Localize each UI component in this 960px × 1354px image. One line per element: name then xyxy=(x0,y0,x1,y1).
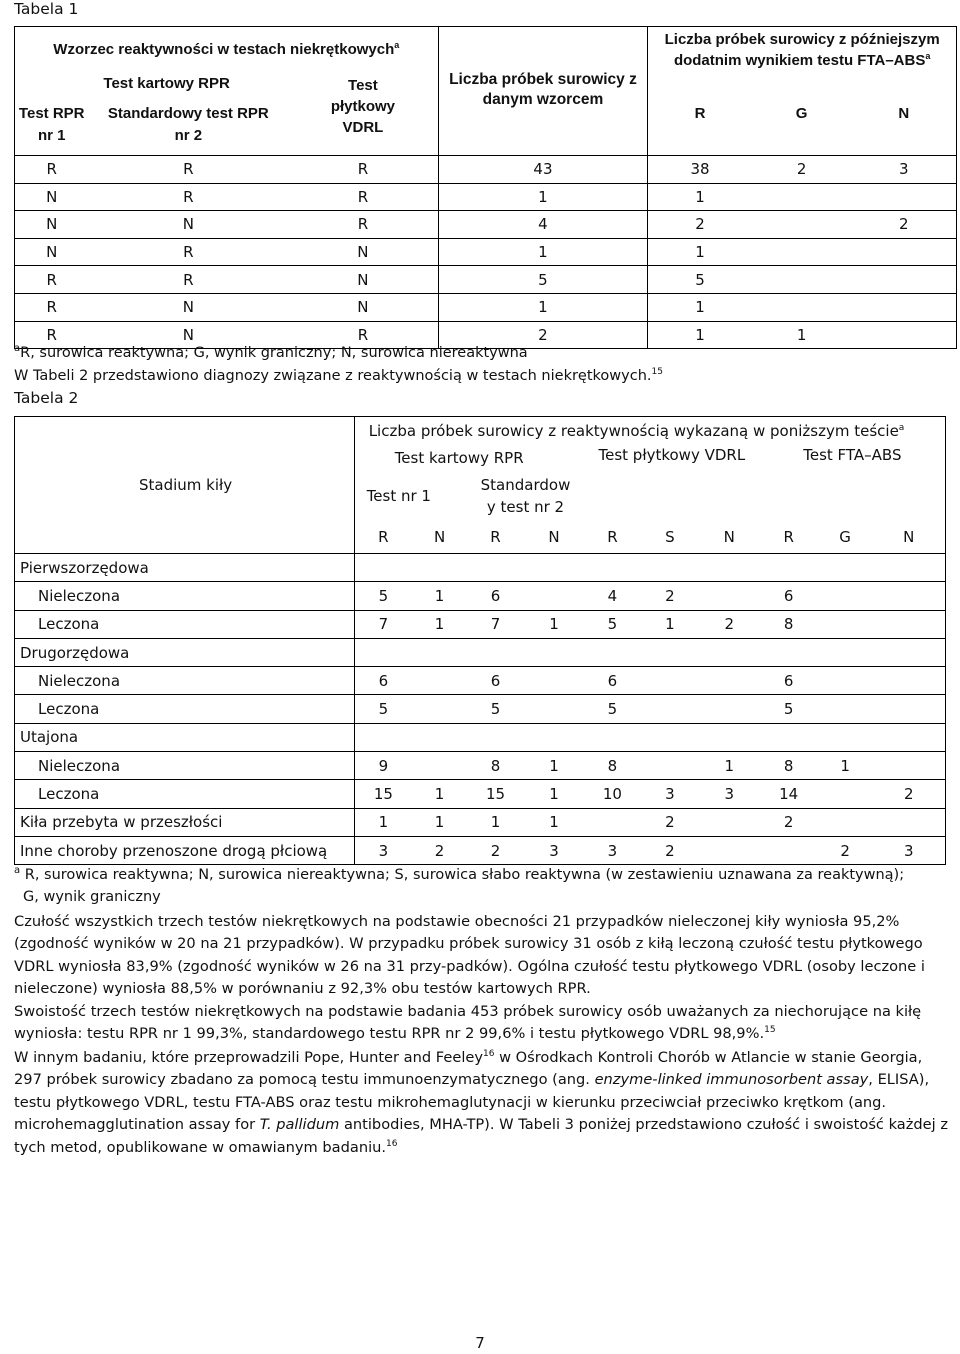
t1-cell: 4 xyxy=(438,211,648,239)
t2-cell: 1 xyxy=(412,808,467,836)
t2-cell: 1 xyxy=(412,610,467,638)
t2-row xyxy=(15,695,946,723)
t2-cell xyxy=(412,752,467,780)
t1-cell: R xyxy=(15,293,89,321)
t2-count-header: Liczba próbek surowicy z reaktywnością wykazaną w poniższym teście$^a$ xyxy=(354,417,945,446)
t2-subheader-cell: R xyxy=(354,521,412,554)
t2-cell: 5 xyxy=(354,582,412,610)
t2-cell: 1 xyxy=(412,582,467,610)
t2-cell xyxy=(412,554,467,582)
t1-cell: 1 xyxy=(648,238,752,266)
t2-fta: Test FTA–ABS xyxy=(760,445,946,521)
t1-row xyxy=(15,266,957,294)
t1-cell xyxy=(752,266,852,294)
t1-cell xyxy=(852,293,957,321)
t2-rpr-card: Test kartowy RPR xyxy=(354,445,584,471)
t2-cell xyxy=(524,554,584,582)
t2-cell xyxy=(524,723,584,751)
t2-cell xyxy=(699,667,760,695)
t2-cell: 7 xyxy=(354,610,412,638)
t2-cell: 15 xyxy=(467,780,524,808)
t1-cell: 5 xyxy=(438,266,648,294)
t2-cell xyxy=(818,554,873,582)
t1-vdrl: Test płytkowy VDRL xyxy=(288,71,438,156)
t1-cell: 2 xyxy=(438,321,648,349)
t2-cell: 8 xyxy=(584,752,641,780)
t2-cell: 2 xyxy=(818,836,873,864)
t2-cell: 1 xyxy=(818,752,873,780)
t1-cell: N xyxy=(88,321,288,349)
t2-cell: 5 xyxy=(760,695,818,723)
t2-cell xyxy=(584,808,641,836)
t2-row-label: Nieleczona xyxy=(15,667,355,695)
t2-cell: 10 xyxy=(584,780,641,808)
t2-row-label: Leczona xyxy=(15,610,355,638)
t2-cell: 2 xyxy=(467,836,524,864)
t2-cell xyxy=(467,638,524,666)
t2-cell xyxy=(699,638,760,666)
t2-cell: 1 xyxy=(524,780,584,808)
t2-cell xyxy=(467,554,524,582)
t1-cell xyxy=(752,238,852,266)
t2-cell: 9 xyxy=(354,752,412,780)
t2-cell: 1 xyxy=(524,610,584,638)
t2-row xyxy=(15,780,946,808)
t2-row-label: Leczona xyxy=(15,695,355,723)
t1-cell: N xyxy=(15,183,89,211)
t2-cell xyxy=(699,582,760,610)
t1-cell: 43 xyxy=(438,156,648,184)
t2-cell xyxy=(524,638,584,666)
t2-row-label: Kiła przebyta w przeszłości xyxy=(15,808,355,836)
t2-row-label: Leczona xyxy=(15,780,355,808)
t2-cell xyxy=(873,723,946,751)
t2-cell xyxy=(818,780,873,808)
t2-cell xyxy=(699,695,760,723)
t2-test1: Test nr 1 xyxy=(354,471,467,521)
t1-fta-n: N xyxy=(852,71,957,156)
t2-cell: 2 xyxy=(699,610,760,638)
t1-rpr2: Standardowy test RPR nr 2 xyxy=(88,95,288,156)
t2-cell: 6 xyxy=(467,582,524,610)
t2-subheader-cell: R xyxy=(467,521,524,554)
t2-row xyxy=(15,836,946,864)
t1-cell xyxy=(852,238,957,266)
t1-cell: 1 xyxy=(648,321,752,349)
t2-cell xyxy=(641,667,699,695)
t2-cell xyxy=(873,808,946,836)
paragraph-sensitivity: Czułość wszystkich trzech testów niekrętkowych na podstawie obecności 21 przypadków nieleczonej kiły wyniosła 95,2% (zgodność wyników w 20 na 21 przypadków). W przypadku próbek surowicy 31 osób z kiłą leczoną czułość testu płytkowego VDRL wyniosła 83,9% (zgodność wyników w 26 na 31 przy-padków). Ogólna czułość testu płytkowego VDRL (osoby leczone i nieleczone) wyniosła 88,5% w porównaniu z 92,3% obu testów kartowych RPR. xyxy=(14,913,925,998)
t2-cell xyxy=(873,610,946,638)
t2-row xyxy=(15,723,946,751)
t2-cell: 6 xyxy=(584,667,641,695)
t2-row-label: Nieleczona xyxy=(15,752,355,780)
t2-cell xyxy=(412,667,467,695)
t2-cell xyxy=(818,610,873,638)
t2-cell xyxy=(584,638,641,666)
t1-cell: R xyxy=(15,321,89,349)
t1-cell xyxy=(752,183,852,211)
t2-cell xyxy=(760,836,818,864)
t2-cell: 3 xyxy=(699,780,760,808)
t2-cell xyxy=(873,582,946,610)
t2-cell: 1 xyxy=(524,752,584,780)
t2-subheader-cell: R xyxy=(584,521,641,554)
t2-cell: 5 xyxy=(354,695,412,723)
t1-cell: R xyxy=(88,266,288,294)
t1-cell: N xyxy=(15,238,89,266)
t2-cell xyxy=(412,695,467,723)
table1-caption: Tabela 1 xyxy=(14,0,79,18)
t2-cell: 8 xyxy=(467,752,524,780)
t1-count-header: Liczba próbek surowicy z danym wzorcem xyxy=(438,27,648,156)
t2-cell xyxy=(818,638,873,666)
t2-cell: 14 xyxy=(760,780,818,808)
t2-cell: 1 xyxy=(412,780,467,808)
t2-cell xyxy=(641,638,699,666)
t2-row xyxy=(15,582,946,610)
t2-cell xyxy=(412,638,467,666)
t2-row xyxy=(15,667,946,695)
t2-cell xyxy=(760,723,818,751)
t2-cell: 1 xyxy=(467,808,524,836)
t1-cell: N xyxy=(288,266,438,294)
table2-footnote: $^a$ R, surowica reaktywna; N, surowica niereaktywna; S, surowica słabo reaktywna (w zestawieniu uznawana za reaktywną); G, wynik graniczny xyxy=(14,865,905,905)
t2-stage-header: Stadium kiły xyxy=(15,417,355,554)
t2-cell xyxy=(641,695,699,723)
t1-cell: 2 xyxy=(852,211,957,239)
t1-cell xyxy=(852,266,957,294)
t2-cell xyxy=(412,723,467,751)
t1-cell: R xyxy=(15,266,89,294)
t1-row xyxy=(15,156,957,184)
t2-cell: 1 xyxy=(524,808,584,836)
t1-cell: 1 xyxy=(438,293,648,321)
t1-row xyxy=(15,183,957,211)
t2-cell: 3 xyxy=(354,836,412,864)
t2-row-label: Pierwszorzędowa xyxy=(15,554,355,582)
t2-cell: 5 xyxy=(467,695,524,723)
t1-cell xyxy=(752,293,852,321)
t1-cell: 2 xyxy=(752,156,852,184)
t1-cell: R xyxy=(288,183,438,211)
t2-cell: 8 xyxy=(760,752,818,780)
t1-cell: R xyxy=(88,156,288,184)
t1-cell: 1 xyxy=(752,321,852,349)
t2-cell xyxy=(641,752,699,780)
t1-cell: N xyxy=(88,293,288,321)
t2-cell xyxy=(873,667,946,695)
t2-cell xyxy=(699,554,760,582)
t1-row xyxy=(15,211,957,239)
t2-row xyxy=(15,554,946,582)
t2-subheader-cell: N xyxy=(524,521,584,554)
t1-cell: 1 xyxy=(648,293,752,321)
t2-cell xyxy=(524,695,584,723)
t1-row xyxy=(15,293,957,321)
t2-cell xyxy=(818,808,873,836)
t2-row xyxy=(15,752,946,780)
t1-cell: R xyxy=(15,156,89,184)
t2-row-label: Nieleczona xyxy=(15,582,355,610)
t2-cell: 5 xyxy=(584,695,641,723)
table2 xyxy=(14,416,946,865)
t1-fta-r: R xyxy=(694,104,706,122)
t2-cell xyxy=(584,554,641,582)
t1-rpr-card: Test kartowy RPR xyxy=(15,71,289,95)
t2-row-label: Utajona xyxy=(15,723,355,751)
page-number: 7 xyxy=(475,1334,485,1352)
table2-caption: Tabela 2 xyxy=(14,389,79,407)
t2-subheader-cell: G xyxy=(818,521,873,554)
t1-cell: 2 xyxy=(648,211,752,239)
t2-cell xyxy=(354,638,412,666)
t2-cell xyxy=(641,554,699,582)
paragraph-specificity: Swoistość trzech testów niekrętkowych na podstawie badania 453 próbek surowicy osób uważanych za niechorujące na kiłę wyniosła: testu RPR nr 1 99,3%, standardowego testu RPR nr 2 99,6% i testu płytkowego VDRL 98,9%.$^{15}$ xyxy=(14,1003,922,1043)
t2-cell: 15 xyxy=(354,780,412,808)
t1-cell: R xyxy=(288,321,438,349)
t1-rpr1: Test RPR nr 1 xyxy=(15,95,89,156)
t1-cell: N xyxy=(88,211,288,239)
t2-row xyxy=(15,638,946,666)
t1-cell: N xyxy=(288,238,438,266)
t1-cell: R xyxy=(288,156,438,184)
t2-cell: 6 xyxy=(760,582,818,610)
t1-row xyxy=(15,238,957,266)
t1-fta-g: G xyxy=(795,104,808,122)
t2-cell xyxy=(760,638,818,666)
t2-subheader-cell: N xyxy=(412,521,467,554)
t2-cell: 3 xyxy=(584,836,641,864)
table1 xyxy=(14,26,957,349)
t2-row xyxy=(15,610,946,638)
t2-cell: 2 xyxy=(641,836,699,864)
t1-cell: 1 xyxy=(438,183,648,211)
t2-cell xyxy=(354,723,412,751)
t2-cell: 2 xyxy=(641,582,699,610)
intro-sentence: W Tabeli 2 przedstawiono diagnozy związane z reaktywnością w testach niekrętkowych.$^{15}$ xyxy=(14,367,663,384)
t1-cell xyxy=(852,321,957,349)
t1-fta-header: Liczba próbek surowicy z późniejszym dodatnim wynikiem testu FTA–ABS$^a$ xyxy=(648,27,957,72)
t2-cell xyxy=(873,638,946,666)
t2-vdrl: Test płytkowy VDRL xyxy=(598,446,746,464)
t2-cell: 5 xyxy=(584,610,641,638)
t2-cell xyxy=(818,723,873,751)
t2-row-label: Drugorzędowa xyxy=(15,638,355,666)
t2-cell xyxy=(641,723,699,751)
t1-cell: 5 xyxy=(648,266,752,294)
t2-cell xyxy=(699,723,760,751)
t2-cell: 6 xyxy=(760,667,818,695)
t2-cell xyxy=(699,808,760,836)
t2-cell xyxy=(873,695,946,723)
t2-std: Standardow y test nr 2 xyxy=(480,476,571,516)
paragraph-pope-study: W innym badaniu, które przeprowadzili Pope, Hunter and Feeley$^{16}$ w Ośrodkach Kontroli Chorób w Atlancie w stanie Georgia, 297 próbek surowicy zbadano za pomocą testu immunoenzymatycznego (ang. enzyme-linked immunosorbent assay, ELISA), testu płytkowego VDRL, testu FTA-ABS oraz testu mikrohemaglutynacji w kierunku przeciwciał przeciwko krętkom (ang. microhemagglutination assay for T. pallidum antibodies, MHA-TP). W Tabeli 3 poniżej przedstawiono czułość i swoistość każdej z tych metod, opublikowane w omawianym badaniu.$^{16}$ xyxy=(14,1049,948,1156)
t2-cell: 6 xyxy=(354,667,412,695)
t1-cell: 1 xyxy=(438,238,648,266)
t2-cell: 4 xyxy=(584,582,641,610)
t2-subheader-cell: N xyxy=(873,521,946,554)
t2-subheader-cell: N xyxy=(699,521,760,554)
t1-cell: N xyxy=(15,211,89,239)
table1-footnote: $^a$R, surowica reaktywna; G, wynik graniczny; N, surowica niereaktywna xyxy=(14,343,528,361)
t2-cell xyxy=(818,695,873,723)
t2-cell: 3 xyxy=(641,780,699,808)
t1-cell: N xyxy=(288,293,438,321)
t1-cell xyxy=(852,183,957,211)
t2-subheader-cell: R xyxy=(760,521,818,554)
t2-cell: 3 xyxy=(873,836,946,864)
t2-cell xyxy=(818,667,873,695)
t2-cell xyxy=(524,667,584,695)
t2-cell: 1 xyxy=(699,752,760,780)
t2-cell: 1 xyxy=(354,808,412,836)
t1-group-title: Wzorzec reaktywności w testach niekrętkowych$^a$ xyxy=(15,27,439,72)
t2-cell xyxy=(873,554,946,582)
t2-row-label: Inne choroby przenoszone drogą płciową xyxy=(15,836,355,864)
t2-cell: 2 xyxy=(641,808,699,836)
t2-cell: 3 xyxy=(524,836,584,864)
t1-cell: 38 xyxy=(648,156,752,184)
t2-cell: 7 xyxy=(467,610,524,638)
t2-cell xyxy=(760,554,818,582)
t1-cell: R xyxy=(88,238,288,266)
t2-cell xyxy=(818,582,873,610)
t2-cell: 2 xyxy=(873,780,946,808)
t1-cell: 3 xyxy=(852,156,957,184)
t2-cell xyxy=(699,836,760,864)
t2-cell: 2 xyxy=(760,808,818,836)
t1-cell: R xyxy=(288,211,438,239)
t2-cell xyxy=(354,554,412,582)
t2-cell xyxy=(873,752,946,780)
t2-cell xyxy=(524,582,584,610)
t1-cell: 1 xyxy=(648,183,752,211)
t2-cell: 2 xyxy=(412,836,467,864)
t2-subheader-cell: S xyxy=(641,521,699,554)
t2-row xyxy=(15,808,946,836)
t2-cell: 8 xyxy=(760,610,818,638)
t2-cell xyxy=(584,723,641,751)
t1-cell: R xyxy=(88,183,288,211)
t2-cell: 6 xyxy=(467,667,524,695)
t1-cell xyxy=(752,211,852,239)
t2-cell: 1 xyxy=(641,610,699,638)
t2-cell xyxy=(467,723,524,751)
